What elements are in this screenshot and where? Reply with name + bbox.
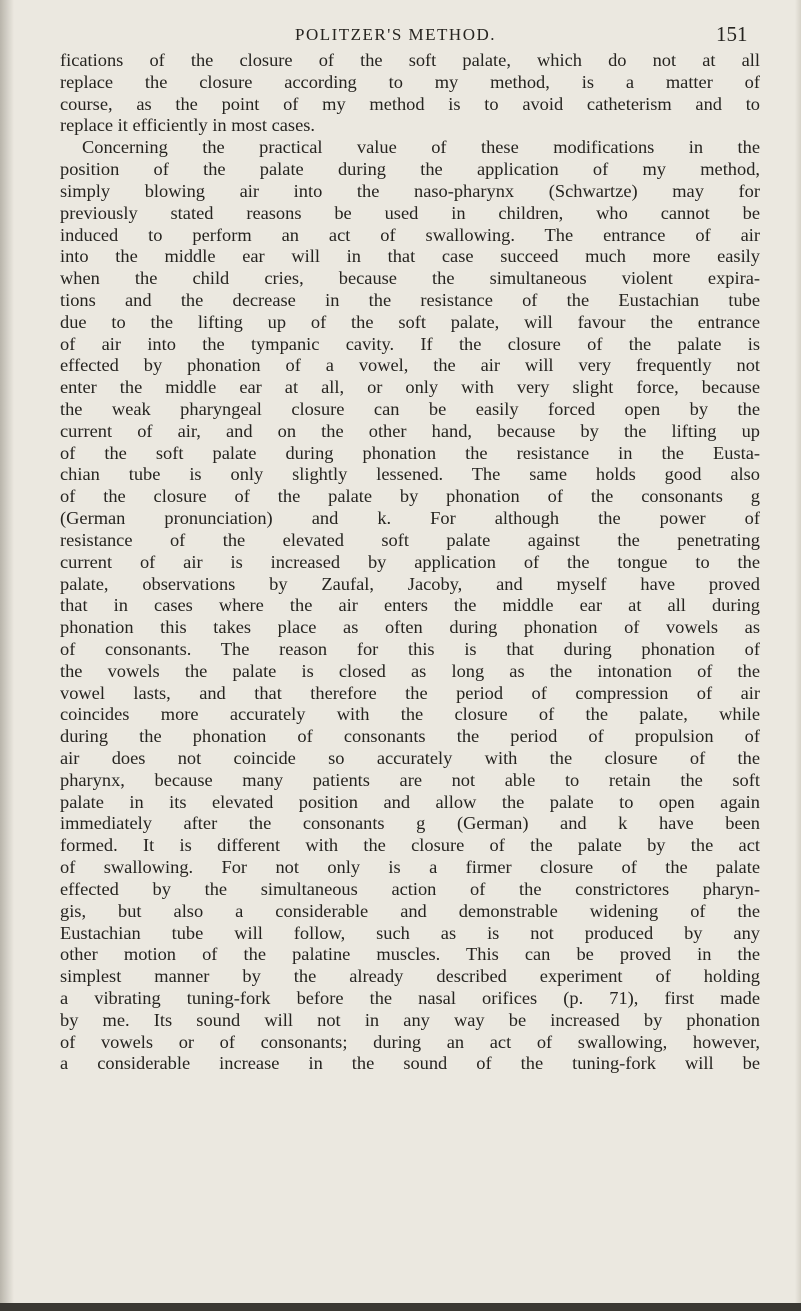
text-line: air does not coincide so accurately with the closure of the: [60, 748, 760, 768]
text-line: palate, observations by Zaufal, Jacoby, and myself have proved: [60, 573, 760, 594]
text-line: formed. It is different with the closure of the palate by the act: [60, 835, 760, 856]
running-head: POLITZER'S METHOD.: [295, 25, 497, 44]
text-line: of consonants. The reason for this is that during phonation of: [60, 638, 760, 659]
text-line: of air into the tympanic cavity. If the closure of the palate is: [60, 333, 760, 354]
text-line: by me. Its sound will not in any way be increased by phonation: [60, 1009, 760, 1030]
text-line: of the closure of the palate by phonation of the consonants g: [60, 486, 760, 507]
page-gutter-shadow: [0, 0, 14, 1311]
text-line: other motion of the palatine muscles. This can be proved in the: [60, 944, 760, 965]
text-line: course, as the point of my method is to avoid catheterism and to: [60, 93, 760, 114]
text-line: the vowels the palate is closed as long as the intonation of the: [60, 660, 760, 681]
text-line: position of the palate during the application of my method,: [60, 159, 760, 180]
text-line: Eustachian tube will follow, such as is not produced by any: [60, 922, 760, 943]
text-line: of the soft palate during phonation the resistance in the Eusta-: [60, 442, 760, 463]
text-line: pharynx, because many patients are not able to retain the soft: [60, 769, 760, 790]
text-line: resistance of the elevated soft palate against the penetrating: [60, 529, 760, 550]
text-line: replace the closure according to my method, is a matter of: [60, 71, 760, 92]
text-line: (German pronunciation) and k. For although the power of: [60, 508, 760, 529]
text-line: effected by the simultaneous action of the constrictores pharyn-: [60, 878, 760, 899]
text-line: effected by phonation of a vowel, the air will very frequently not: [60, 355, 760, 376]
text-line: immediately after the consonants g (German) and k have been: [60, 813, 760, 834]
text-line: of swallowing. For not only is a firmer closure of the palate: [60, 857, 760, 878]
text-line: previously stated reasons be used in children, who cannot be: [60, 202, 760, 223]
text-line: a vibrating tuning-fork before the nasal orifices (p. 71), first made: [60, 987, 760, 1008]
text-line: a considerable increase in the sound of the tuning-fork will be: [60, 1053, 760, 1074]
text-line: current of air, and on the other hand, because by the lifting up: [60, 420, 760, 441]
text-line: gis, but also a considerable and demonstrable widening of the: [60, 900, 760, 921]
text-line: vowel lasts, and that therefore the period of compression of air: [60, 682, 760, 703]
text-line: of vowels or of consonants; during an act of swallowing, however,: [60, 1031, 760, 1052]
text-line: tions and the decrease in the resistance of the Eustachian tube: [60, 289, 760, 310]
scan-bottom-edge: [0, 1303, 801, 1311]
text-line: replace it efficiently in most cases.: [60, 115, 315, 136]
text-line: palate in its elevated position and allow the palate to open again: [60, 791, 760, 812]
text-line: fications of the closure of the soft palate, which do not at all: [60, 50, 760, 70]
text-line: enter the middle ear at all, or only with very slight force, because: [60, 377, 760, 398]
text-line: simplest manner by the already described experiment of holding: [60, 966, 760, 987]
text-line: into the middle ear will in that case succeed much more easily: [60, 246, 760, 267]
text-line: chian tube is only slightly lessened. The same holds good also: [60, 464, 760, 485]
page-right-edge: [795, 0, 801, 1311]
text-line: the weak pharyngeal closure can be easily forced open by the: [60, 399, 760, 419]
text-line: phonation this takes place as often during phonation of vowels as: [60, 617, 760, 638]
text-line: that in cases where the air enters the middle ear at all during: [60, 595, 760, 616]
page-number: 151: [716, 22, 748, 46]
text-line: simply blowing air into the naso-pharynx (Schwartze) may for: [60, 180, 760, 201]
text-line: Concerning the practical value of these modifications in the: [82, 137, 760, 158]
text-line: coincides more accurately with the closure of the palate, while: [60, 704, 760, 725]
text-line: when the child cries, because the simultaneous violent expira-: [60, 268, 760, 289]
text-line: due to the lifting up of the soft palate, will favour the entrance: [60, 311, 760, 332]
text-line: during the phonation of consonants the period of propulsion of: [60, 726, 760, 747]
body-text: [60, 50, 760, 1075]
text-line: current of air is increased by application of the tongue to the: [60, 551, 760, 572]
text-line: induced to perform an act of swallowing. The entrance of air: [60, 224, 760, 245]
